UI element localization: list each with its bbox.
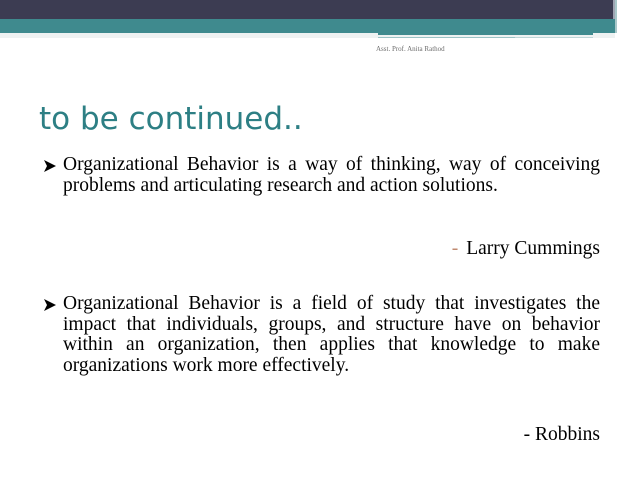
arrow-bullet-icon	[42, 156, 60, 175]
arrow-bullet-icon	[42, 295, 60, 314]
header-teal-bar	[0, 19, 638, 33]
attribution-name: - Robbins	[523, 424, 600, 445]
attribution-name: Larry Cummings	[466, 238, 600, 259]
header-accent-line	[515, 37, 593, 38]
author-label: Asst. Prof. Anita Rathod	[376, 45, 445, 53]
header-accent-line	[378, 37, 515, 38]
header-accent-line	[378, 33, 593, 35]
quote-paragraph	[42, 294, 600, 377]
quote-text: Organizational Behavior is a field of study that investigates the impact that individuals, groups, and structure have on behavior within an organization, then applies that knowledge to make organizations work more effectively.	[63, 293, 600, 377]
attribution-dash: -	[451, 238, 459, 259]
header-dark-bar	[0, 0, 638, 19]
quote-paragraph	[42, 155, 600, 196]
slide-title: to be continued..	[39, 101, 303, 137]
quote-text: Organizational Behavior is a way of thinking, way of conceiving problems and articulating research and action solutions.	[63, 154, 600, 196]
header-notch	[615, 0, 638, 33]
quote-attribution	[524, 424, 600, 446]
quote-attribution	[452, 238, 600, 260]
